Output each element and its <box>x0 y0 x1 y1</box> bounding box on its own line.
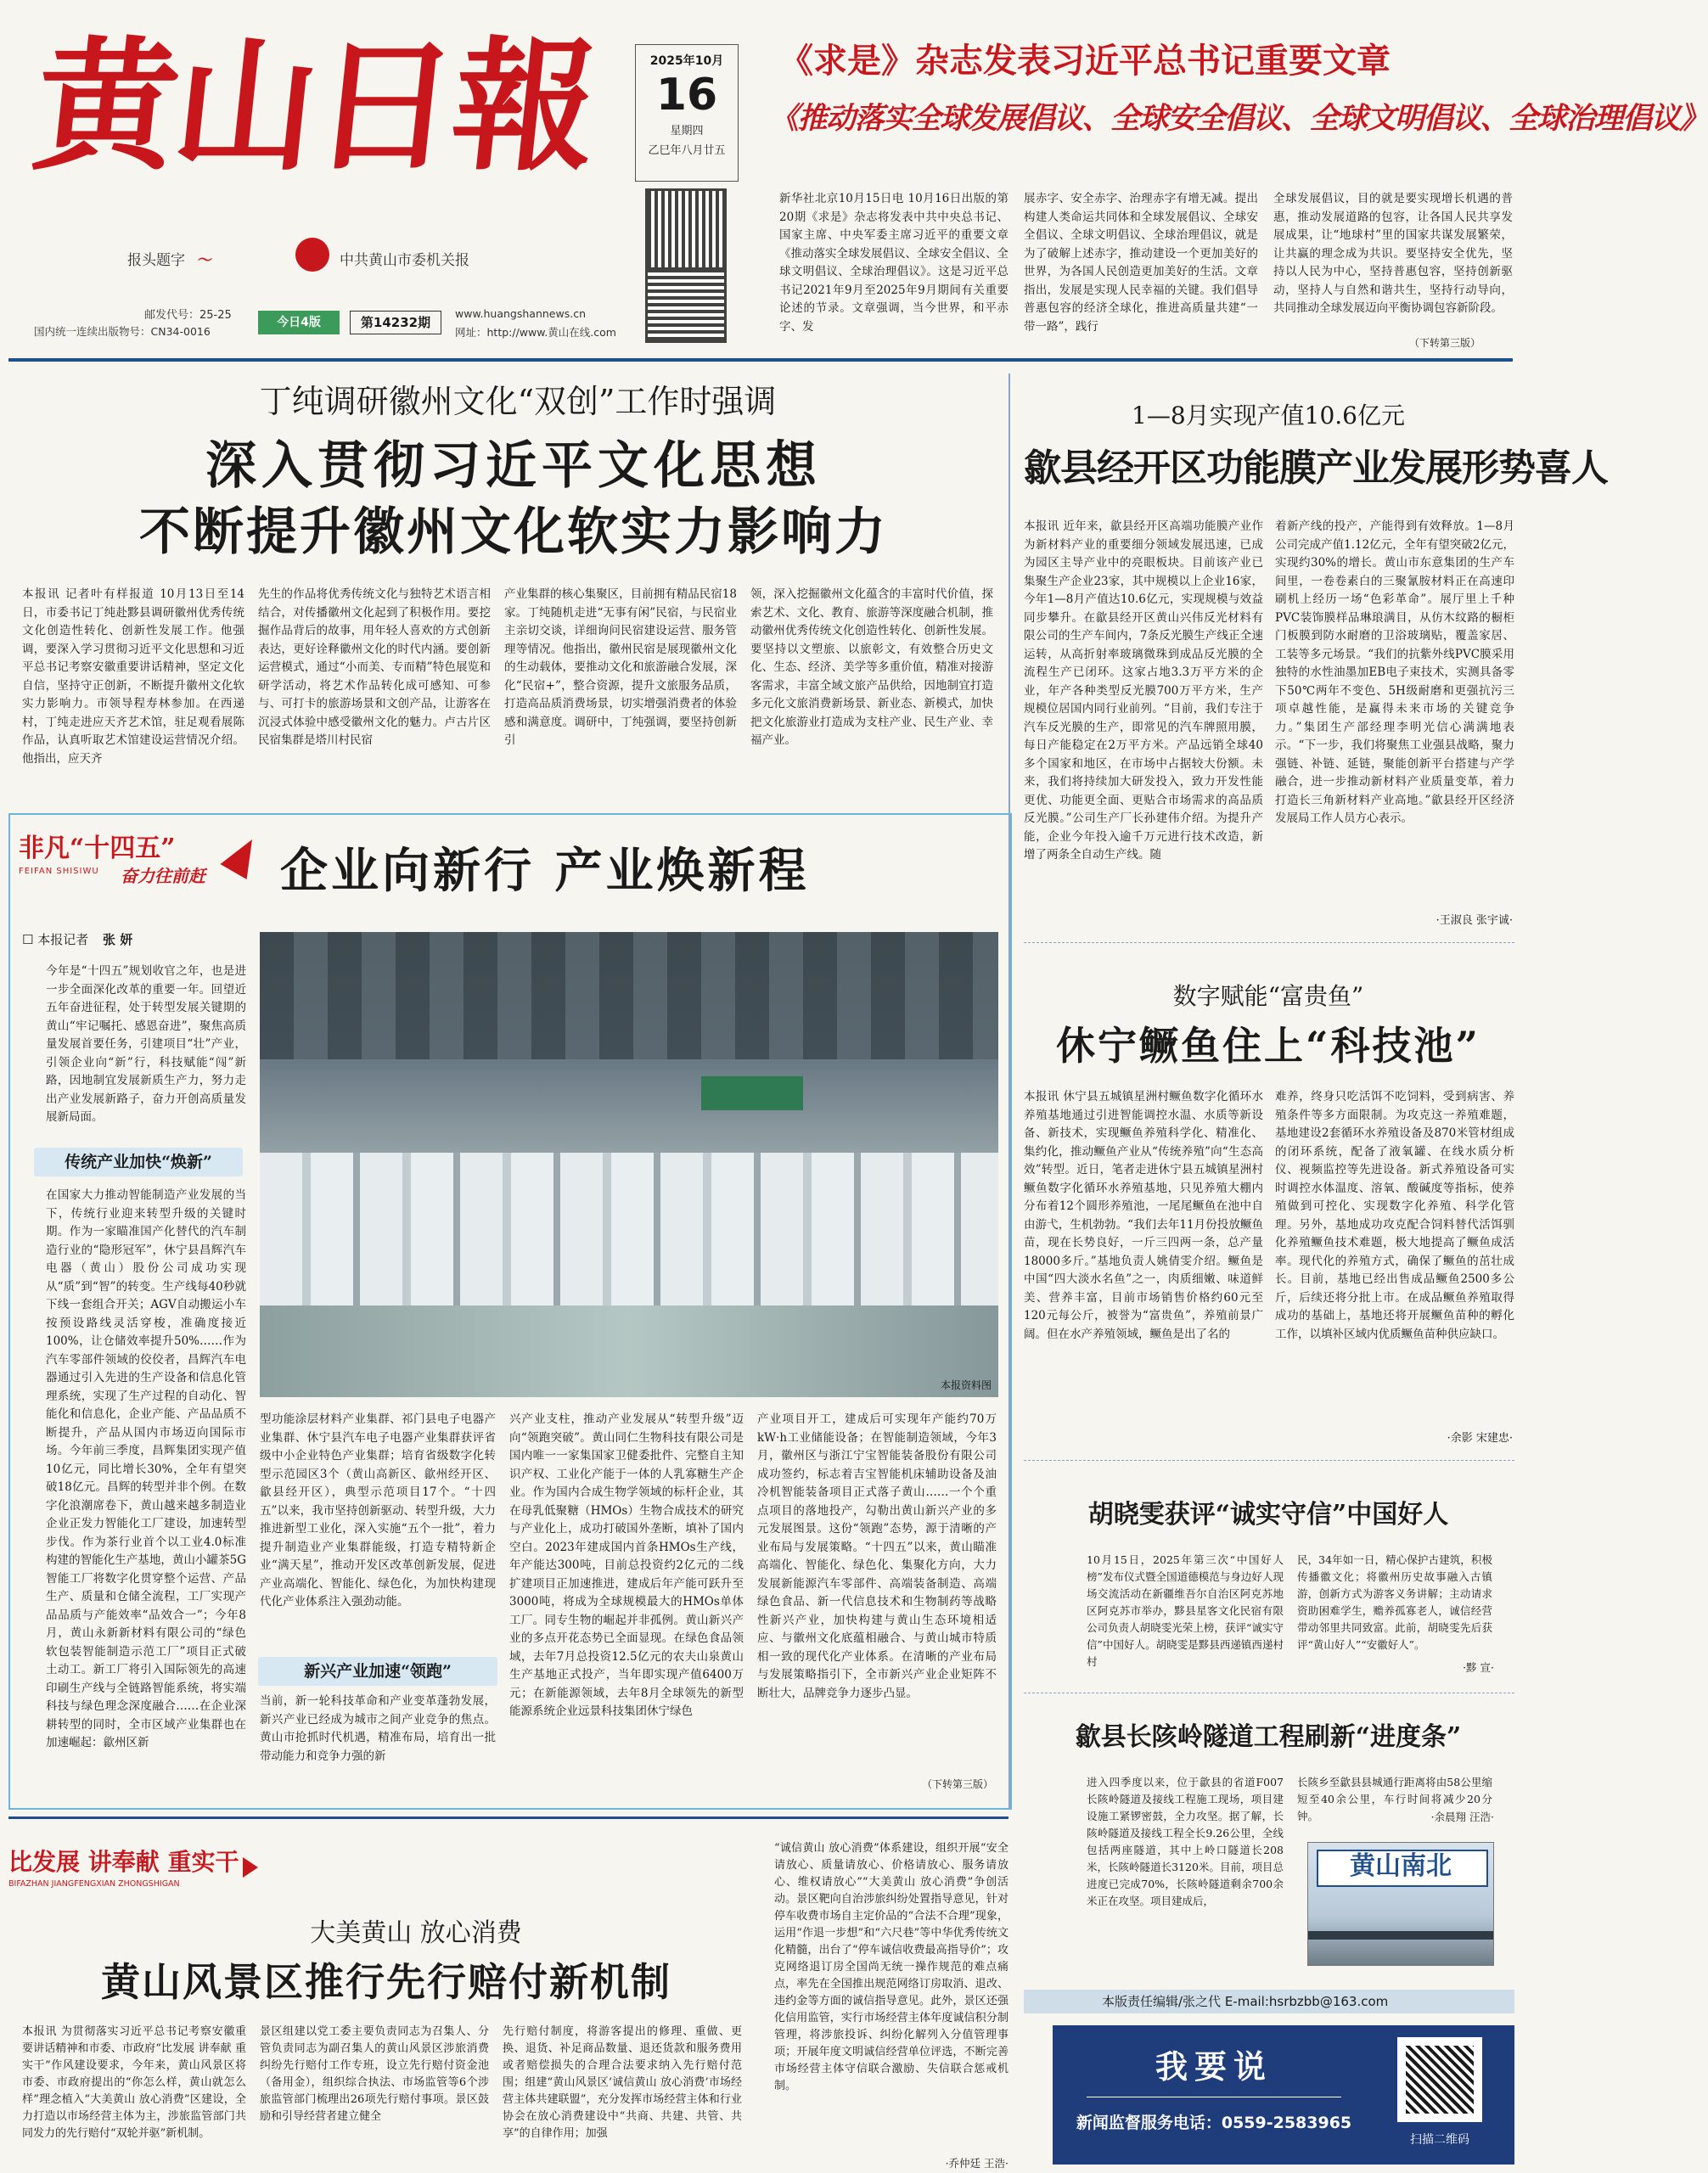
publisher-label: 中共黄山市委机关报 <box>340 252 469 269</box>
story5-column-1: 进入四季度以来，位于歙县的省道F007长陔岭隧道及接线工程施工现场，项目建设施工紧锣密鼓，全力攻坚。据了解，长陔岭隧道及接线工程全长9.26公里，全线包括两座隧道，其中上岭口隧道长208米，长陔岭隧道长3120米。目前，项目总进度已完成70%，长陔岭隧道剩余700余米正在攻坚。项目建成后， <box>1087 1776 1284 1907</box>
machines-row <box>260 1153 998 1331</box>
feature-column-3: 兴产业支柱，推动产业发展从“转型升级”迈向“领跑突破”。黄山同仁生物科技有限公司是国内唯一一家集国家卫健委批件、完整自主知识产权、工业化产能于一体的人乳寡糖生产企业。作为国内合成生物学领域的标杆企业，其在母乳低聚糖（HMOs）生物合成技术的研究与产业化上，成功打破国外垄断，填补了国内空白。2023年建成国内首条HMOs生产线，年产能达300吨，目前总投资约2亿元的二线扩建项目正加速推进，建成后年产能可跃升至3000吨，将成为全球规模最大的HMOs单体工厂。同专生物的崛起并非孤例。黄山新兴产业的多点开花态势已全面显现。在绿色食品领域，去年7月总投资12.5亿元的农夫山泉黄山生产基地正式投产，当年即实现产值6400万元；在新能源领域，去年8月全球领先的新型能源系统企业远景科技集团休宁绿色 <box>509 1412 744 1718</box>
story2-kicker: 1—8月实现产值10.6亿元 <box>1132 401 1405 430</box>
story3-kicker: 数字赋能“富贵鱼” <box>1172 982 1364 1010</box>
story6-column-3: 先行赔付制度，将游客提出的修理、重做、更换、退货、补足商品数量、退还货款和服务费用或者赔偿损失的合理合法要求纳入先行赔付范围；组建“黄山风景区‘诚信黄山 放心消费’市场经营主体共建联盟”，充分发挥市场经营主体和行业协会在放心消费建设中“共商、共建、共管、共享”的自律作用；加强 <box>503 2025 742 2140</box>
lead-kicker: 《求是》杂志发表习近平总书记重要文章 <box>779 41 1391 81</box>
story5-column-2: 长陔乡至歙县县城通行距离将由58公里缩短至40余公里，车行时间将减少20分钟。 <box>1297 1776 1492 1822</box>
story6-arrow-icon <box>243 1857 258 1878</box>
story6-headline: 黄山风景区推行先行赔付新机制 <box>101 1959 671 2005</box>
story3-byline: ·余影 宋建忠· <box>1447 1432 1513 1445</box>
divider <box>8 358 1513 362</box>
feature-subhead-1: 传统产业加快“焕新” <box>34 1148 243 1176</box>
story1-column-3: 产业集群的核心集聚区，目前拥有精品民宿18家。丁纯随机走进“无事有闲”民宿，与民宿业主亲切交谈，详细询问民宿建设运营、服务管理等情况。他指出，徽州民宿是展现徽州文化的生动载体，要推动文化和旅游融合发展，深化“民宿+”，整合资源，提升文旅服务品质，打造高品质消费场景，切实增强消费者的体验感和满意度。调研中，丁纯强调，要坚持创新引 <box>504 587 737 747</box>
feature-column-2-cont: 当前，新一轮科技革命和产业变革蓬勃发展，新兴产业已经成为城市之间产业竞争的焦点。黄山市抢抓时代机遇，精准布局，培育出一批带动能力和竞争力强的新 <box>260 1694 496 1763</box>
series-en: FEIFAN SHISIWU <box>19 867 99 876</box>
divider <box>1024 1460 1514 1461</box>
feature-column-1: 在国家大力推动智能制造产业发展的当下，传统行业迎来转型升级的关键时期。作为一家瞄准国产化替代的汽车制造行业的“隐形冠军”，休宁县昌辉汽车电器（黄山）股份公司成功实现从“质”到“智”的转变。生产线每40秒就下线一套组合开关；AGV自动搬运小车按预设路线灵活穿梭，准确度接近100%，让仓储效率提升50%……作为汽车零部件领域的佼佼者，昌辉汽车电器通过引入先进的生产设备和信息化管理系统，实现了生产过程的自动化、智能化和信息化，企业产能、产品品质不断提升，产品从国内市场迈向国际市场。今年前三季度，昌辉集团实现产值10亿元，同比增长30%，全年有望突破18亿元。昌辉的转型并非个例。在数字化浪潮席卷下，黄山越来越多制造业企业正发力智能化工厂建设，加速转型步伐。作为茶行业首个以工业4.0标准构建的智能化生产基地，黄山小罐茶5G智能工厂将数字化贯穿整个运营、产品生产、质量和仓储全流程，工厂实现产品品质与产能效率“品效合一”；今年8月，黄山永新新材料有限公司的“绿色软包装智能制造示范工厂”项目正式破土动工。新工厂将引入国际领先的高速印刷生产线与全链路智能系统，将实端科技与绿色理念深度融合……在企业深耕转型的同时，全市区域产业集群也在加速崛起：歙州区新 <box>46 1188 246 1749</box>
feedback-box <box>1053 2025 1514 2165</box>
story1-column-1: 本报讯 记者叶有样报道 10月13日至14日，市委书记丁纯赴黟县调研徽州优秀传统文化创造性转化、创新性发展工作。他强调，要深入学习贯彻习近平文化思想和习近平总书记考察安徽重要讲话精神，坚定文化自信，坚持守正创新，不断提升徽州文化软实力影响力。市领导程寿林参加。在西递村，丁纯走进应天齐艺术馆，驻足观看展陈作品，认真听取艺术馆建设运营情况介绍。他指出，应天齐 <box>22 587 244 766</box>
story1-column-2: 先生的作品将优秀传统文化与独特艺术语言相结合，对传播徽州文化起到了积极作用。要挖掘作品背后的故事，用年轻人喜欢的方式创新表达，更好诠释徽州文化的时代内涵。要创新运营模式，通过“小而美、专而精”特色展览和研学活动，将艺术作品转化成可感知、可参与、可打卡的旅游场景和文创产品，让游客在沉浸式体验中感受徽州文化的魅力。卢古片区民宿集群是塔川村民宿 <box>258 587 491 747</box>
bridge-deck <box>1308 1931 1493 1940</box>
postcode: 邮发代号：25-25 <box>144 309 232 322</box>
weekday: 星期四 <box>670 125 704 138</box>
story1-kicker: 丁纯调研徽州文化“双创”工作时强调 <box>259 383 777 420</box>
story4-column-2: 民，34年如一日，精心保护古建筑，积极传播徽文化；将徽州历史故事融入古镇游，创新方式为游客义务讲解；主动请求资助困难学生，赡养孤寡老人，诚信经营带动邻里共同致富。此前，胡晓雯先后获评“黄山好人”“安徽好人”。 <box>1297 1553 1492 1651</box>
story4-column-1: 10月15日，2025年第三次“中国好人榜”发布仪式暨全国道德模范与身边好人现场交流活动在新疆维吾尔自治区阿克苏地区阿克苏市举办，黟县星客文化民宿有限公司负责人胡晓雯光荣上榜，获评“诚实守信”中国好人。胡晓雯是黟县西递镇西递村村 <box>1087 1553 1284 1668</box>
reporter-box-icon: ☐ <box>22 932 34 947</box>
year-month: 2025年10月 <box>649 54 724 68</box>
signature-mark: 〜 <box>196 252 211 269</box>
aisle-floor <box>260 1305 998 1397</box>
story5-headline: 歙县长陔岭隧道工程刷新“进度条” <box>1075 1722 1462 1752</box>
story6-series-title: 比发展 讲奉献 重实干 <box>8 1848 239 1876</box>
story6-series-en: BIFAZHAN JIANGFENGXIAN ZHONGSHIGAN <box>8 1879 180 1889</box>
qr-label: 扫描二维码 <box>1410 2133 1469 2147</box>
story3-headline: 休宁鳜鱼住上“科技池” <box>1056 1023 1480 1069</box>
story3-column-1: 本报讯 休宁县五城镇星洲村鳜鱼数字化循环水养殖基地通过引进智能调控水温、水质等新设备、新技术，实现鳜鱼养殖科学化、精准化、集约化，推动鳜鱼产业从“传统养殖”向“生态高效”转型。近日，笔者走进休宁县五城镇星洲村鳜鱼数字化循环水养殖基地，只见养殖大棚内分布着12个圆形养殖池，一尾尾鳜鱼在池中自由游弋，生机勃勃。“我们去年11月份投放鳜鱼苗，现在长势良好，一斤三四两一条，总产量18000多斤。”基地负责人姚倩雯介绍。鳜鱼是中国“四大淡水名鱼”之一，肉质细嫩、味道鲜美、营养丰富，目前市场销售价格约60元至120元每公斤，被誉为“富贵鱼”，养殖前景广阔。但在水产养殖领域，鳜鱼是出了名的 <box>1024 1090 1263 1341</box>
party-emblem-icon <box>295 238 329 272</box>
qr-code-icon <box>645 188 727 270</box>
pages-badge: 今日4版 <box>258 311 340 334</box>
lead-column-1: 新华社北京10月15日电 10月16日出版的第20期《求是》杂志将发表中共中央总书记、国家主席、中央军委主席习近平的重要文章《推动落实全球发展倡议、全球安全倡议、全球文明倡议、全球治理倡议》。这是习近平总书记2021年9月至2025年9月期间有关重要论述的节录。文章强调，当今世界，和平赤字、发 <box>779 192 1009 334</box>
editor-credit: 本版责任编辑/张之代 E-mail:hsrbzbb@163.com <box>1024 1990 1514 2013</box>
lead-turn: （下转第三版） <box>1409 337 1481 349</box>
green-banner <box>701 1076 803 1110</box>
divider <box>8 1816 1009 1819</box>
story6-byline: ·乔仲廷 王浩· <box>945 2157 1009 2170</box>
photo-label: 黄山南北 <box>1350 1851 1452 1881</box>
day-number: 16 <box>655 70 718 121</box>
lunar-date: 乙巳年八月廿五 <box>648 144 726 157</box>
feature-subhead-2: 新兴产业加速“领跑” <box>258 1657 497 1686</box>
feature-intro: 今年是“十四五”规划收官之年，也是进一步全面深化改革的重要一年。回望近五年奋进征程，处于转型发展关键期的黄山“牢记嘱托、感恩奋进”，聚焦高质量发展首要任务，引建项目“壮”产业，引领企业向“新”行，科技赋能“闯”新路，因地制宜发展新质生产力，努力走出产业发展新路子，奋力开创高质量发展新局面。 <box>46 964 246 1124</box>
story1-headline-1: 深入贯彻习近平文化思想 <box>205 436 822 496</box>
factory-photo <box>260 932 998 1397</box>
story2-column-2: 着新产线的投产，产能得到有效释放。1—8月公司完成产值1.12亿元，全年有望突破2亿元，实现约30%的增长。黄山市东意集团的生产车间里，一卷卷素白的三聚氰胺材料正在高速印刷机上经历一场“色彩革命”。展厅里上千种PVC装饰膜样品琳琅满目，从仿木纹路的橱柜门板膜到防水耐磨的卫浴玻璃贴，覆盖家居、工装等多元场景。“我们的抗紫外线PVC膜采用独特的水性油墨加EB电子束技术，实测具备零下50℃两年不变色、5H级耐磨和更强抗污三项卓越性能，是赢得未来市场的关键竞争力。”集团生产部经理李明光信心满满地表示。“下一步，我们将聚焦工业强县战略，聚力强链、补链、延链，聚能创新平台搭建与产学融合，进一步推动新材料产业质量变革，着力打造长三角新材料产业高地。”歙县经开区经济发展局工作人员方心表示。 <box>1275 519 1514 825</box>
bridge-photo <box>1307 1842 1494 1966</box>
story4-headline: 胡晓雯获评“诚实守信”中国好人 <box>1087 1500 1449 1530</box>
story2-byline: ·王淑良 张宇诚· <box>1436 914 1513 927</box>
story6-column-1: 本报讯 为贯彻落实习近平总书记考察安徽重要讲话精神和市委、市政府“比发展 讲奉献 重实干”作风建设要求，今年来，黄山风景区将市委、市政府提出的“你怎么样，黄山就怎么样”理念植入“大美黄山 放心消费”区建设，全力打造以市场经营主体为主，涉旅监管部门共同发力的先行赔付“双轮并驱”新机制。 <box>22 2025 246 2140</box>
feature-column-2: 型功能涂层材料产业集群、祁门县电子电器产业集群、休宁县汽车电子电器产业集群获评省级中小企业特色产业集群；培育省级数字化转型示范园区3个（黄山高新区、歙州经开区、歙县经开区），典型示范项目17个。“十四五”以来，我市坚持创新驱动、转型升级，大力推进新型工业化，深入实施“五个一批”，着力提升制造业产业集群能级，打造专精特新企业“满天星”，推动开发区改革创新发展，促进产业高端化、智能化、绿色化，为加快构建现代化产业体系注入强劲动能。 <box>260 1412 496 1609</box>
website-link-2[interactable]: 网址：http://www.黄山在线.com <box>455 326 616 339</box>
lead-column-2: 展赤字、安全赤字、治理赤字有增无减。提出构建人类命运共同体和全球发展倡议、全球安全倡议、全球文明倡议、全球治理倡议，就是为了破解上述赤字，推动建设一个更加美好的世界，为各国人民创造更加美好的生活。文章指出，发展是实现人民幸福的关键。我们倡导普惠包容的经济全球化，推进高质量共建“一带一路”，践行 <box>1024 192 1258 334</box>
newspaper-title: 黄山日報 <box>26 22 602 190</box>
story4-byline: ·黟 宣· <box>1463 1661 1494 1674</box>
lead-column-3: 全球发展倡议，目的就是要实现增长机遇的普惠，推动发展道路的包容，让各国人民共享发展成果，让“地球村”里的国家共谋发展繁荣，让共赢的理念成为共识。要坚持安全优先，坚持以人民为中心，坚持普惠包容，坚持创新驱动，坚持人与自然和谐共生，坚持行动导向，共同推动全球发展迈向平衡协调包容新阶段。 <box>1273 192 1513 315</box>
cn-number: 国内统一连续出版物号：CN34-0016 <box>34 325 211 338</box>
story1-headline-2: 不断提升徽州文化软实力影响力 <box>139 503 888 562</box>
feature-series-logo <box>19 832 273 900</box>
date-box <box>635 44 739 182</box>
factory-roof <box>260 932 998 1059</box>
lead-headline: 《推动落实全球发展倡议、全球安全倡议、全球文明倡议、全球治理倡议》 <box>769 101 1708 136</box>
qr-code-icon <box>645 270 727 343</box>
feature-reporter: ☐ 本报记者 张 妍 <box>22 932 133 947</box>
story2-headline: 歙县经开区功能膜产业发展形势喜人 <box>1024 446 1608 490</box>
story2-column-1: 本报讯 近年来，歙县经开区高端功能膜产业作为新材料产业的重要细分领域发展迅速，已成为园区主导产业中的亮眼板块。目前该产业已集聚生产企业23家，其中规模以上企业16家，今年1—8月产值达10.6亿元，实现规模与效益同步攀升。在歙县经开区黄山兴伟反光材料有限公司的生产车间内，7条反光膜生产线正全速运转，从高折射率玻璃微珠到成品反光膜的全流程生产已闭环。这家占地3.3万平方米的企业，年产各种类型反光膜700万平方米，生产规模位居国内同行业前列。“目前，我们专注于汽车反光膜的生产，即常见的汽车牌照用膜，每日产能稳定在2万平方米。产品远销全球40多个国家和地区，在市场中占据较大份额。未来，我们将持续加大研发投入，致力开发性能更优、功能更全面、更贴合市场需求的高品质反光膜。”公司生产厂长孙建伟介绍。为提升产能，企业今年投入逾千万元进行技术改造，新增了两条全自动生产线。随 <box>1024 519 1263 862</box>
feedback-title: 我要说 <box>1155 2047 1273 2086</box>
story3-column-2: 难养，终身只吃活饵不吃饲料，受到病害、养殖条件等多方面限制。为攻克这一养殖难题，基地建设2套循环水养殖设备及870米管材组成的闭环系统，配备了液氧罐、在线水质分析仪、视频监控等先进设备。新式养殖设备可实时调控水体温度、溶氧、酸碱度等指标，使养殖做到可控化、实现数字化养殖、科学化管理。另外，基地成功攻克配合饲料替代活饵驯化养殖鳜鱼技术难题，极大地提高了鳜鱼成活率。现代化的养殖方式，确保了鳜鱼的茁壮成长。目前，基地已经出售成品鳜鱼2500多公斤，后续还将分批上市。在成品鳜鱼养殖取得成功的基础上，基地还将开展鳜鱼苗种的孵化工作，以填补区域内优质鳜鱼苗种供应缺口。 <box>1275 1090 1514 1341</box>
story1-column-4: 领，深入挖掘徽州文化蕴含的丰富时代价值，探索艺术、文化、教育、旅游等深度融合机制，推动徽州优秀传统文化创造性转化、创新性发展。要坚持以文塑旅、以旅彰文，有效整合历史文化、生态、经济、美学等多重价值，精准对接游客需求，丰富全域文旅产品供给，因地制宜打造多元化文旅消费新场景、新业态、新模式，加快把文化旅游业打造成为支柱产业、民生产业、幸福产业。 <box>750 587 993 747</box>
website-link[interactable]: www.huangshannews.cn <box>455 307 586 320</box>
feature-column-4: 产业项目开工，建成后可实现年产能约70万kW·h工业储能设备；在智能制造领域，今年3月，徽州区与浙江宁宝智能装备股份有限公司成功签约，标志着吉宝智能机床辅助设备及油冷机智能装备项目正式落子黄山……一个个重点项目的落地投产，勾勒出黄山新兴产业的多元发展图景。这份“领跑”态势，源于清晰的产业布局与发展策略。“十四五”以来，黄山瞄准高端化、智能化、绿色化、集聚化方向，大力发展新能源汽车零部件、高端装备制造、高端绿色食品、新一代信息技术和生物制药等战略性新兴产业，加快构建与黄山生态环境相适应、与徽州文化底蕴相融合、与黄山城市特质相一致的现代化产业体系。在清晰的产业布局与发展策略指引下，全市新兴产业企业矩阵不断壮大，品牌竞争力逐步凸显。 <box>757 1412 997 1700</box>
story6-kicker: 大美黄山 放心消费 <box>310 1918 522 1948</box>
photo-caption: 本报资料图 <box>940 1379 992 1391</box>
story5-byline: ·余晨翔 汪浩· <box>1430 1811 1494 1823</box>
story6-column-4: “诚信黄山 放心消费”体系建设，组织开展“安全请放心、质量请放心、价格请放心、服务请放心、维权请放心”“大美黄山 放心消费”争创活动。景区靶向自治涉旅纠纷处置指导意见，针对停车收费市场自主定价品的“合法不合理”现象，运用“作退一步想”和“六尺巷”等中华优秀传统文化精髓，出台了“停车诚信收费最高指导价”；攻克网络退订房全国尚无统一操作规范的难点痛点，率先在全国推出规范网络订房取消、退改、违约金等方面的诚信指导意见。此外，景区还强化信用监管，实行市场经营主体年度诚信积分制管理，将涉旅投诉、纠纷化解列入分值管理事项；开展年度文明诚信经营单位评选，不断完善市场经营主体守信联合激励、失信联合惩戒机制。 <box>774 1842 1009 2092</box>
series-sub: 奋力往前赶 <box>121 866 205 886</box>
story6-column-2: 景区组建以党工委主要负责同志为召集人、分管负责同志为副召集人的黄山风景区涉旅消费纠纷先行赔付工作专班，设立先行赔付资金池（备用金），组织综合执法、市场监管等6个涉旅监管部门梳理出26项先行赔付事项。景区鼓励和引导经营者建立健全 <box>260 2025 489 2123</box>
feature-turn: （下转第三版） <box>921 1778 993 1790</box>
hotline[interactable]: 新闻监督服务电话：0559-2583965 <box>1076 2114 1352 2132</box>
issue-badge: 第14232期 <box>350 311 441 334</box>
feature-headline: 企业向新行 产业焕新程 <box>280 843 810 899</box>
series-title: 非凡“十四五” <box>19 834 176 863</box>
divider <box>1024 942 1514 943</box>
calligrapher-credit: 报头题字 〜 <box>127 252 211 269</box>
qr-code-icon[interactable] <box>1397 2037 1482 2122</box>
